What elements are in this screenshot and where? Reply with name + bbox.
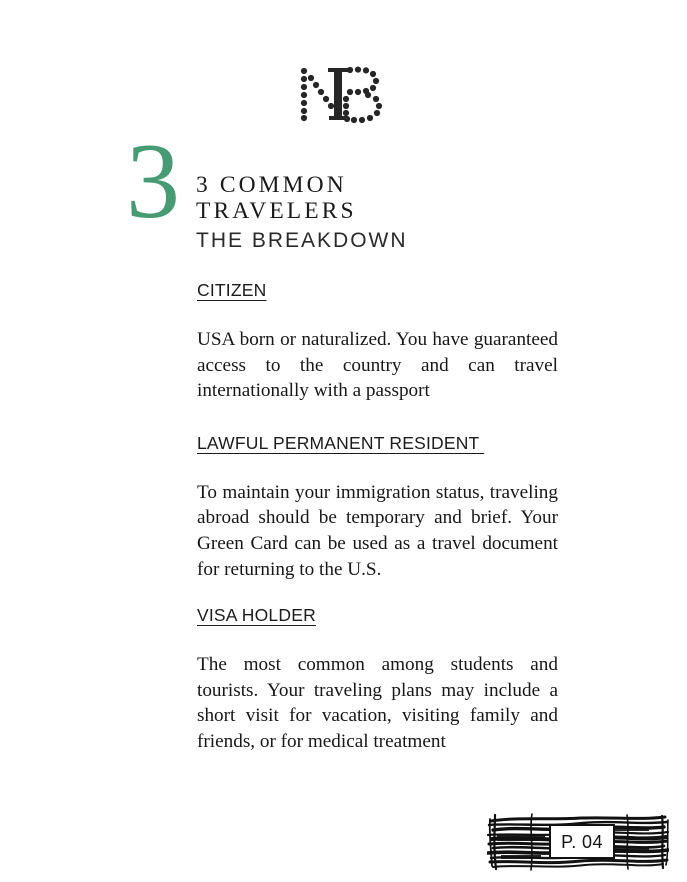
section-visa-holder bbox=[197, 605, 558, 754]
page-subtitle: THE BREAKDOWN bbox=[196, 228, 408, 252]
section-heading-citizen: CITIZEN bbox=[197, 280, 267, 300]
page-number-footer bbox=[487, 811, 669, 873]
section-text-visa-holder: The most common among students and tourists. Your traveling plans may include a short visit for vacation, visiting family and friends, or for medical treatment bbox=[197, 654, 558, 752]
section-lawful-permanent-resident bbox=[197, 433, 558, 582]
title-column bbox=[196, 136, 408, 253]
chapter-heading bbox=[110, 122, 580, 253]
chapter-number: 3 bbox=[126, 122, 180, 241]
section-text-lawful-permanent-resident: To maintain your immigration status, traveling abroad should be temporary and brief. Your Green Card can be used as a travel document for returning to the U.S. bbox=[197, 481, 558, 580]
section-citizen bbox=[197, 280, 558, 404]
section-text-citizen: USA born or naturalized. You have guaranteed access to the country and can travel internationally with a passport bbox=[197, 329, 558, 402]
page-number-box bbox=[549, 824, 615, 859]
brand-logo bbox=[0, 66, 687, 124]
page-title-line-1: 3 COMMON bbox=[196, 172, 347, 198]
nb-monogram-icon bbox=[298, 66, 390, 124]
page-title-line-2: TRAVELERS bbox=[196, 198, 357, 225]
section-heading-visa-holder: VISA HOLDER bbox=[197, 605, 316, 626]
content-body bbox=[197, 280, 558, 755]
page-number-label: P. 04 bbox=[561, 831, 603, 852]
section-heading-lawful-permanent-resident: LAWFUL PERMANENT RESIDENT bbox=[197, 432, 485, 453]
